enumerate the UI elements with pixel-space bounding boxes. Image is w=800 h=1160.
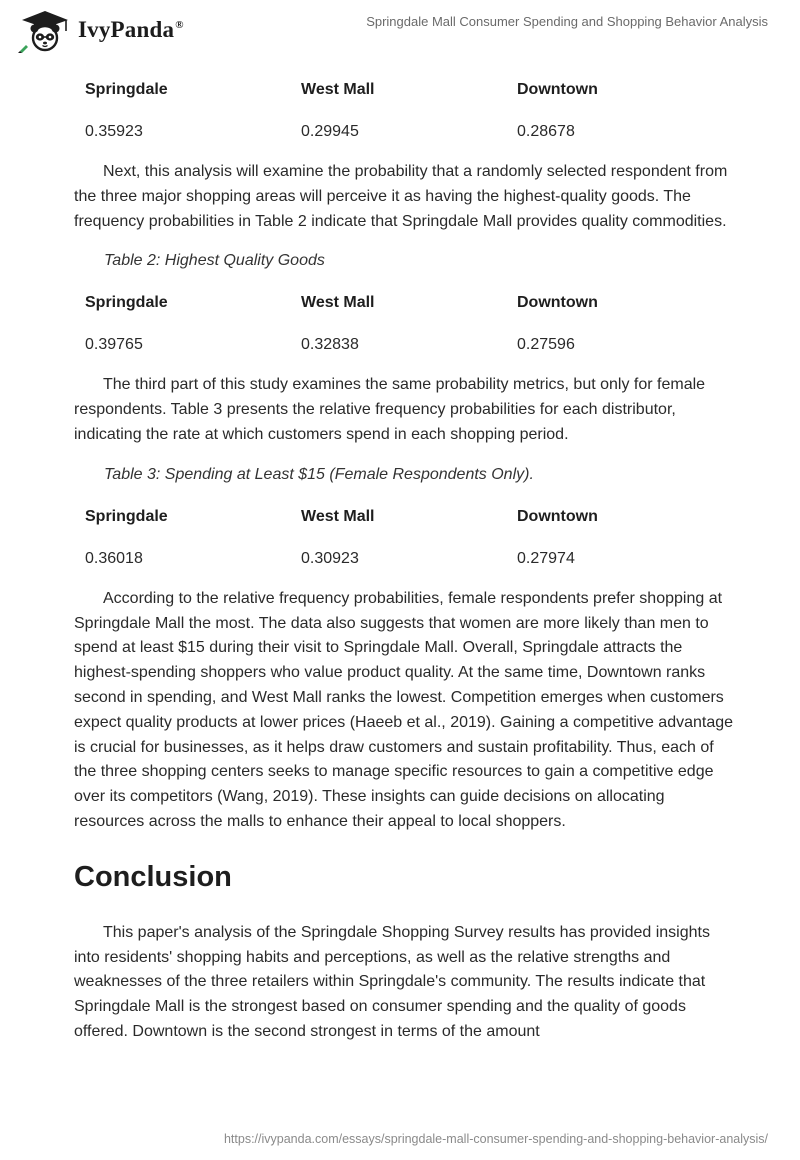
table3-header-row <box>74 497 734 537</box>
table3-caption: Table 3: Spending at Least $15 (Female Respondents Only). <box>104 465 534 483</box>
table3-col-west-mall: West Mall <box>301 507 375 525</box>
table1-val-west-mall: 0.29945 <box>301 123 359 140</box>
table2-val-downtown: 0.27596 <box>517 336 575 354</box>
source-url[interactable]: https://ivypanda.com/essays/springdale-mall-consumer-spending-and-shopping-behavior-analysis/ <box>223 1132 768 1146</box>
table2-header-row <box>74 283 734 323</box>
table2-col-west-mall: West Mall <box>301 294 375 312</box>
panda-graduate-icon <box>16 9 74 53</box>
table3-value-row <box>74 537 734 581</box>
conclusion-heading: Conclusion <box>74 860 232 893</box>
table2-col-springdale: Springdale <box>85 294 168 312</box>
paragraph-conclusion: This paper's analysis of the Springdale Shopping Survey results has provided insights into residents' shopping habits and perceptions, as well as the relative strengths and weaknesses of the three retailers within Springdale's community. The results indicate that Springdale Mall is the strongest based on consumer spending and the quality of goods offered. Downtown is the second strongest in terms of the amount <box>74 923 710 1040</box>
paragraph-female-intro: The third part of this study examines the same probability metrics, but only for female respondents. Table 3 presents the relative frequency probabilities for each distributor, indicating the rate at which customers spend in each shopping period. <box>74 376 706 443</box>
table1-header-row <box>74 70 734 110</box>
registered-mark: ® <box>175 19 184 32</box>
table1-val-springdale: 0.35923 <box>85 123 143 140</box>
table2-caption: Table 2: Highest Quality Goods <box>104 252 325 270</box>
table1-col-west-mall: West Mall <box>301 81 375 98</box>
running-title: Springdale Mall Consumer Spending and Shopping Behavior Analysis <box>366 14 768 29</box>
table1-col-springdale: Springdale <box>85 81 168 98</box>
table1-val-downtown: 0.28678 <box>517 123 575 140</box>
page-header <box>0 0 800 60</box>
table3-col-springdale: Springdale <box>85 507 168 525</box>
article-body <box>74 70 734 1045</box>
paragraph-quality-intro: Next, this analysis will examine the probability that a randomly selected respondent from the three major shopping areas will perceive it as having the highest-quality goods. The frequency probabilities in Table 2 indicate that Springdale Mall provides quality commodities. <box>74 163 728 230</box>
table2-val-springdale: 0.39765 <box>85 336 143 354</box>
ivypanda-logo[interactable] <box>16 9 196 53</box>
logo-wordmark: IvyPanda® <box>78 17 184 42</box>
table2-col-downtown: Downtown <box>517 294 598 312</box>
table2-val-west-mall: 0.32838 <box>301 336 359 354</box>
table1-col-downtown: Downtown <box>517 81 598 98</box>
paragraph-analysis: According to the relative frequency probabilities, female respondents prefer shopping at Springdale Mall the most. The data also suggests that women are more likely than men to spend at least $15 during their visit to Springdale Mall. Overall, Springdale attracts the highest-spending shoppers who value product quality. At the same time, Downtown ranks second in spending, and West Mall ranks the lowest. Competition emerges when customers expect quality products at lower prices (Haeeb et al., 2019). Gaining a competitive advantage is crucial for businesses, as it helps draw customers and sustain profitability. Thus, each of the three shopping centers seeks to manage specific resources to gain a competitive edge over its competitors (Wang, 2019). These insights can guide decisions on allocating resources across the malls to enhance their appeal to local shoppers. <box>74 589 734 830</box>
table3-val-downtown: 0.27974 <box>517 549 575 567</box>
table3-col-downtown: Downtown <box>517 507 598 525</box>
table1-value-row <box>74 110 734 154</box>
table3-val-west-mall: 0.30923 <box>301 549 359 567</box>
table2-value-row <box>74 323 734 367</box>
table3-val-springdale: 0.36018 <box>85 549 143 567</box>
